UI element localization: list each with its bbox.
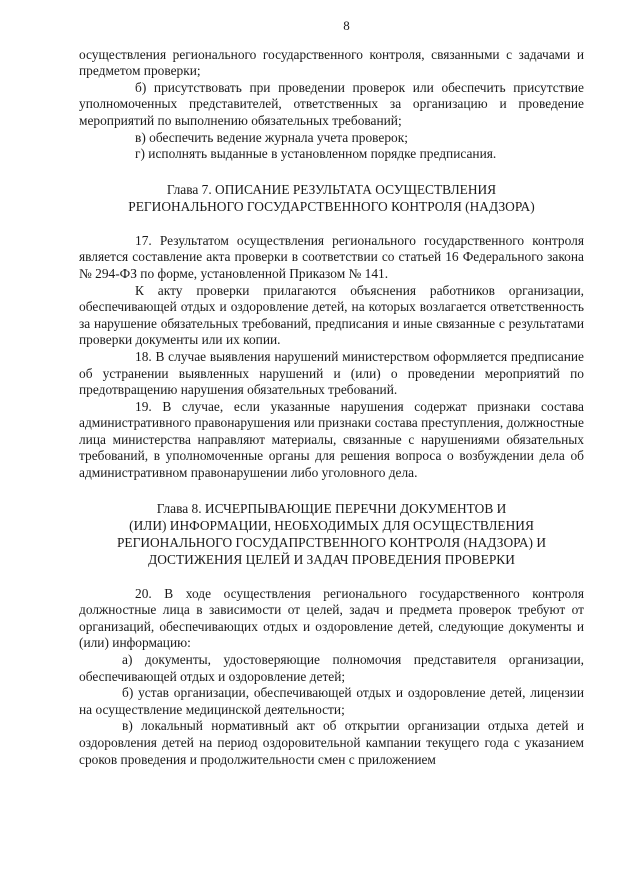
chapter-8-heading-line: ДОСТИЖЕНИЯ ЦЕЛЕЙ И ЗАДАЧ ПРОВЕДЕНИЯ ПРОВЕРКИ [148, 551, 515, 567]
paragraph-20-item-b: б) устав организации, обеспечивающей отдых и оздоровление детей, лицензии на осуществление медицинской деятельности; [79, 685, 584, 717]
paragraph-18: 18. В случае выявления нарушений министерством оформляется предписание об устранении выявленных нарушений и (или) о проведении мероприятий по предотвращению нарушения обязательных требований. [79, 348, 584, 398]
chapter-8-heading-line: РЕГИОНАЛЬНОГО ГОСУДАПРСТВЕННОГО КОНТРОЛЯ (НАДЗОРА) И [116, 534, 547, 550]
paragraph-item-b: б) присутствовать при проведении проверок или обеспечить присутствие уполномоченных представителей, ответственных за организацию и проведение мероприятий по выполнению обязательных требований; [79, 79, 584, 128]
chapter-7-heading-line: Глава 7. ОПИСАНИЕ РЕЗУЛЬТАТА ОСУЩЕСТВЛЕНИЯ [166, 181, 497, 197]
paragraph-17: 17. Результатом осуществления регионального государственного контроля является составление акта проверки в соответствии со статьей 16 Федерального закона № 294-ФЗ по форме, установленной Приказом № 141. [79, 232, 584, 281]
chapter-7-heading-line: РЕГИОНАЛЬНОГО ГОСУДАРСТВЕННОГО КОНТРОЛЯ (НАДЗОРА) [128, 198, 535, 214]
paragraph-20: 20. В ходе осуществления регионального государственного контроля должностные лица в зависимости от целей, задач и предмета проверок требуют от организаций, обеспечивающих отдых и оздоровление детей, следующие документы и (или) информацию: [79, 585, 584, 651]
page-number: 8 [343, 18, 350, 33]
paragraph-19: 19. В случае, если указанные нарушения содержат признаки состава административного правонарушения или признаки состава преступления, должностные лица министерства направляют материалы, связанные с нарушениями обязательных требований, в уполномоченные органы для решения вопроса о возбуждении дела об административном правонарушении либо уголовного дела. [79, 398, 584, 481]
paragraph-continuation: осуществления регионального государственного контроля, связанными с задачами и предметом проверки; [79, 46, 584, 79]
chapter-8-heading-line: Глава 8. ИСЧЕРПЫВАЮЩИЕ ПЕРЕЧНИ ДОКУМЕНТОВ И [156, 500, 507, 516]
paragraph-item-v: в) обеспечить ведение журнала учета проверок; [135, 129, 408, 145]
paragraph-17-attachment: К акту проверки прилагаются объяснения работников организации, обеспечивающей отдых и оздоровление детей, на которых возлагается ответственность за нарушение обязательных требований, предписания и иные связанные с результатами проверки документы или их копии. [79, 282, 584, 348]
paragraph-item-g: г) исполнять выданные в установленном порядке предписания. [135, 146, 497, 162]
chapter-8-heading [79, 500, 584, 568]
chapter-8-heading-line: (ИЛИ) ИНФОРМАЦИИ, НЕОБХОДИМЫХ ДЛЯ ОСУЩЕСТВЛЕНИЯ [129, 517, 534, 533]
chapter-7-heading [79, 181, 584, 215]
paragraph-20-item-v: в) локальный нормативный акт об открытии организации отдыха детей и оздоровления детей на период оздоровительной кампании текущего года с указанием сроков проведения и продолжительности смен с приложением [79, 718, 584, 767]
paragraph-20-item-a: а) документы, удостоверяющие полномочия представителя организации, обеспечивающей отдых и оздоровление детей; [79, 652, 584, 684]
